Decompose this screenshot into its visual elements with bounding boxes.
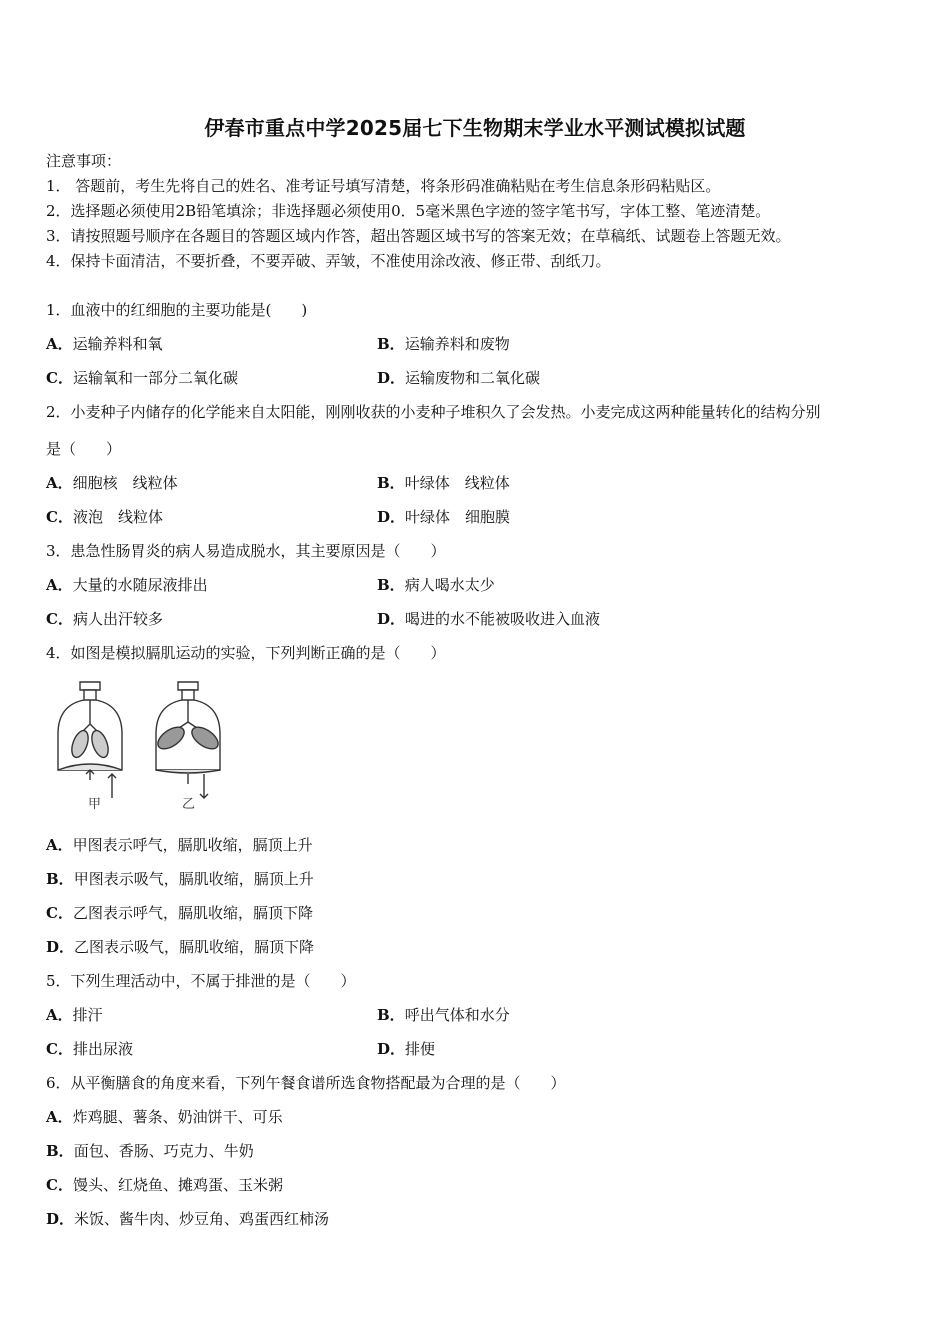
option-text: 运输养料和氧 — [72, 335, 163, 353]
notice-item: 4．保持卡面清洁，不要折叠，不要弄破、弄皱，不准使用涂改液、修正带、刮纸刀。 — [46, 252, 611, 270]
option-b — [46, 869, 314, 889]
option-c — [46, 1039, 133, 1059]
option-text: 面包、香肠、巧克力、牛奶 — [73, 1142, 254, 1160]
option-letter: B． — [377, 576, 405, 594]
option-a — [46, 1107, 283, 1127]
option-d — [377, 507, 510, 527]
option-text: 叶绿体 细胞膜 — [405, 508, 511, 526]
option-letter: A． — [46, 836, 73, 854]
page-title: 伊春市重点中学2025届七下生物期末学业水平测试模拟试题 — [204, 116, 746, 140]
notice-item: 1． 答题前，考生先将自己的姓名、准考证号填写清楚，将条形码准确粘贴在考生信息条形码粘贴区。 — [46, 177, 721, 195]
option-a — [46, 1005, 103, 1025]
option-c — [46, 368, 238, 388]
option-text: 叶绿体 线粒体 — [404, 474, 510, 492]
option-text: 运输废物和二氧化碳 — [405, 369, 541, 387]
option-letter: D． — [377, 610, 406, 628]
figure-label-yi: 乙 — [182, 797, 196, 812]
option-c — [46, 507, 163, 527]
option-letter: A． — [46, 1006, 73, 1024]
option-text: 乙图表示呼气，膈肌收缩，膈顶下降 — [72, 904, 313, 922]
option-letter: C． — [46, 369, 73, 387]
option-c — [46, 1175, 283, 1195]
option-letter: B． — [377, 474, 405, 492]
option-d — [377, 609, 600, 629]
option-letter: A． — [46, 335, 73, 353]
option-text: 细胞核 线粒体 — [72, 474, 178, 492]
option-c — [46, 903, 313, 923]
bell-jar-yi — [154, 682, 222, 798]
option-text: 运输氧和一部分二氧化碳 — [72, 369, 238, 387]
question-stem: 5．下列生理活动中，不属于排泄的是（ ） — [46, 972, 356, 990]
question-stem: 2．小麦种子内储存的化学能来自太阳能，刚刚收获的小麦种子堆积久了会发热。小麦完成这两种能量转化的结构分别 — [46, 403, 821, 421]
question-stem: 1．血液中的红细胞的主要功能是( ) — [46, 301, 308, 319]
option-letter: D． — [377, 1040, 406, 1058]
option-letter: D． — [377, 369, 406, 387]
option-a — [46, 473, 178, 493]
option-text: 乙图表示吸气，膈肌收缩，膈顶下降 — [74, 938, 315, 956]
option-letter: D． — [46, 938, 75, 956]
option-c — [46, 609, 163, 629]
option-letter: C． — [46, 1040, 73, 1058]
option-a — [46, 835, 313, 855]
notice-item: 3．请按照题号顺序在各题目的答题区域内作答，超出答题区域书写的答案无效；在草稿纸、试题卷上答题无效。 — [46, 227, 791, 245]
option-letter: B． — [377, 1006, 405, 1024]
option-text: 排便 — [405, 1040, 436, 1058]
option-text: 呼出气体和水分 — [404, 1006, 510, 1024]
question-stem: 4．如图是模拟膈肌运动的实验，下列判断正确的是（ ） — [46, 644, 446, 662]
option-text: 喝进的水不能被吸收进入血液 — [405, 610, 601, 628]
option-letter: A． — [46, 576, 73, 594]
option-text: 排出尿液 — [72, 1040, 133, 1058]
option-a — [46, 334, 163, 354]
option-text: 病人出汗较多 — [72, 610, 163, 628]
option-b — [377, 473, 510, 493]
option-text: 大量的水随尿液排出 — [72, 576, 208, 594]
option-letter: A． — [46, 1108, 73, 1126]
question-stem-cont: 是（ ） — [46, 440, 122, 458]
option-b — [377, 1005, 510, 1025]
option-d — [377, 1039, 435, 1059]
option-letter: C． — [46, 1176, 73, 1194]
bell-jar-jia — [58, 682, 122, 798]
figure-label-jia: 甲 — [88, 797, 102, 812]
option-letter: D． — [46, 1210, 75, 1228]
question-stem: 6．从平衡膳食的角度来看，下列午餐食谱所选食物搭配最为合理的是（ ） — [46, 1074, 566, 1092]
option-text: 甲图表示吸气，膈肌收缩，膈顶上升 — [73, 870, 314, 888]
diaphragm-model-figure — [50, 678, 230, 816]
option-text: 炸鸡腿、薯条、奶油饼干、可乐 — [72, 1108, 283, 1126]
option-b — [377, 575, 495, 595]
option-text: 甲图表示呼气，膈肌收缩，膈顶上升 — [72, 836, 313, 854]
option-letter: D． — [377, 508, 406, 526]
option-letter: C． — [46, 904, 73, 922]
option-d — [377, 368, 540, 388]
option-letter: B． — [46, 1142, 74, 1160]
option-text: 病人喝水太少 — [404, 576, 495, 594]
option-letter: B． — [377, 335, 405, 353]
notice-heading: 注意事项： — [46, 152, 122, 170]
option-text: 馒头、红烧鱼、摊鸡蛋、玉米粥 — [72, 1176, 283, 1194]
option-d — [46, 937, 314, 957]
option-text: 排汗 — [72, 1006, 103, 1024]
option-b — [46, 1141, 254, 1161]
option-letter: C． — [46, 508, 73, 526]
option-d — [46, 1209, 329, 1229]
option-b — [377, 334, 510, 354]
option-letter: A． — [46, 474, 73, 492]
option-letter: C． — [46, 610, 73, 628]
question-stem: 3．患急性肠胃炎的病人易造成脱水，其主要原因是（ ） — [46, 542, 446, 560]
option-text: 液泡 线粒体 — [72, 508, 163, 526]
option-text: 运输养料和废物 — [404, 335, 510, 353]
option-a — [46, 575, 208, 595]
option-letter: B． — [46, 870, 74, 888]
option-text: 米饭、酱牛肉、炒豆角、鸡蛋西红柿汤 — [74, 1210, 330, 1228]
notice-item: 2．选择题必须使用2B铅笔填涂；非选择题必须使用0．5毫米黑色字迹的签字笔书写，字体工整、笔迹清楚。 — [46, 202, 771, 220]
